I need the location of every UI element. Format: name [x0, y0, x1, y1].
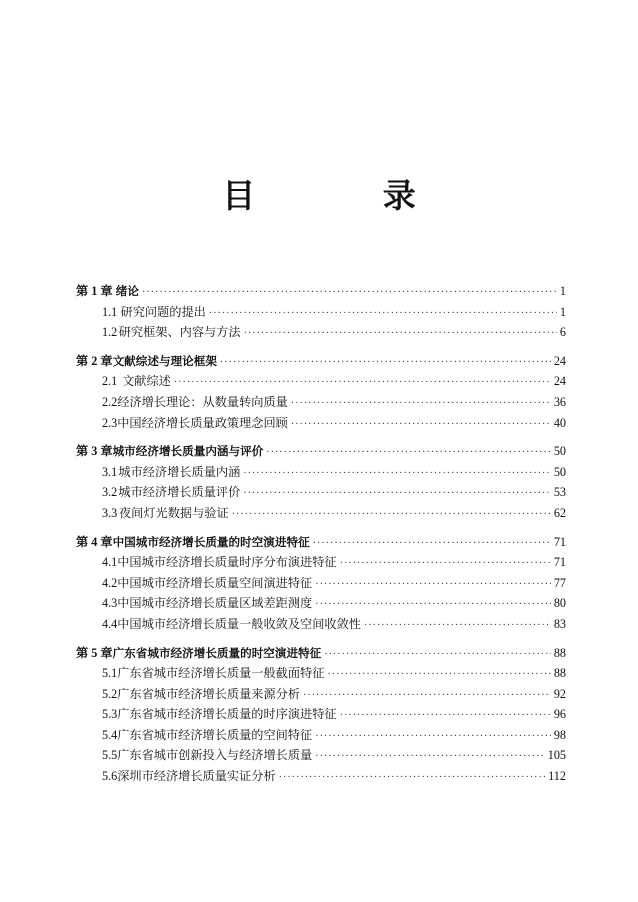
dot-leader [327, 665, 550, 686]
dot-leader [315, 595, 551, 616]
section-number: 5.1 [102, 666, 118, 681]
dot-leader [313, 534, 551, 555]
toc-section-entry[interactable] [76, 392, 566, 413]
section-page-number: 1 [559, 304, 566, 319]
section-page-number: 88 [553, 666, 566, 681]
toc-section-entry[interactable] [76, 704, 566, 725]
toc-section-entry[interactable] [76, 413, 566, 434]
section-number: 4.1 [102, 555, 118, 570]
dot-leader [315, 727, 551, 748]
section-title: 城市经济增长质量评价 [118, 485, 241, 500]
section-page-number: 50 [553, 464, 566, 479]
section-page-number: 77 [553, 575, 566, 590]
dot-leader [315, 575, 551, 596]
section-title: 深圳市经济增长质量实证分析 [117, 769, 276, 784]
section-page-number: 53 [553, 485, 566, 500]
section-number: 5.4 [102, 727, 118, 742]
dot-leader [266, 443, 551, 464]
dot-leader [364, 616, 551, 637]
toc-section-entry[interactable] [76, 593, 566, 614]
toc-section-entry[interactable] [76, 482, 566, 503]
dot-leader [174, 373, 551, 394]
section-number: 5.3 [102, 707, 118, 722]
dot-leader [324, 645, 551, 666]
section-number: 3.1 [102, 464, 118, 479]
page-title: 目 录 [222, 176, 474, 215]
section-title: 中国城市经济增长质量区域差距测度 [117, 596, 313, 611]
section-page-number: 71 [553, 555, 566, 570]
section-page-number: 96 [553, 707, 566, 722]
section-number: 1.1 [102, 304, 118, 319]
toc-chapter-entry[interactable] [76, 351, 566, 372]
chapter-page-number: 50 [553, 444, 566, 459]
dot-leader [209, 304, 557, 325]
section-number: 3.3 [102, 505, 118, 520]
toc-section-entry[interactable] [76, 614, 566, 635]
section-title: 广东省城市经济增长质量一般截面特征 [117, 666, 325, 681]
section-page-number: 105 [547, 748, 566, 763]
chapter-title: 绪论 [115, 284, 139, 298]
section-page-number: 40 [553, 415, 566, 430]
chapter-title: 广东省城市经济增长质量的时空演进特征 [112, 645, 322, 660]
section-title: 广东省城市经济增长质量的空间特征 [117, 727, 313, 742]
section-page-number: 112 [548, 769, 566, 784]
toc-section-entry[interactable] [76, 302, 566, 323]
toc-section-entry[interactable] [76, 573, 566, 594]
dot-leader [340, 706, 551, 727]
section-page-number: 80 [553, 596, 566, 611]
chapter-number: 第 4 章 [76, 534, 113, 549]
table-of-contents [76, 281, 566, 787]
toc-section-entry[interactable] [76, 322, 566, 343]
toc-section-entry[interactable] [76, 745, 566, 766]
dot-leader [232, 505, 551, 526]
dot-leader [220, 353, 551, 374]
section-page-number: 6 [559, 325, 566, 340]
section-title: 城市经济增长质量内涵 [118, 464, 241, 479]
toc-section-entry[interactable] [76, 725, 566, 746]
dot-leader [142, 283, 557, 304]
section-title: 中国城市经济增长质量时序分布演进特征 [117, 555, 337, 570]
section-title: 研究框架、内容与方法 [118, 325, 241, 340]
section-title: 中国经济增长质量政策理念回顾 [117, 415, 288, 430]
dot-leader [315, 747, 544, 768]
toc-chapter-entry[interactable] [76, 532, 566, 553]
dot-leader [243, 484, 551, 505]
section-title: 广东省城市创新投入与经济增长质量 [117, 748, 313, 763]
dot-leader [291, 394, 551, 415]
dot-leader [243, 464, 551, 485]
section-number: 4.3 [102, 596, 118, 611]
section-number: 2.1 [102, 374, 118, 389]
chapter-number: 第 3 章 [76, 444, 113, 459]
chapter-number: 第 5 章 [76, 645, 113, 660]
section-number: 4.4 [102, 616, 118, 631]
section-page-number: 98 [553, 727, 566, 742]
section-title: 夜间灯光数据与验证 [119, 505, 229, 520]
dot-leader [340, 554, 551, 575]
toc-section-entry[interactable] [76, 552, 566, 573]
section-title: 中国城市经济增长质量一般收敛及空间收敛性 [117, 616, 361, 631]
chapter-title: 城市经济增长质量内涵与评价 [112, 444, 264, 459]
section-number: 2.3 [102, 415, 118, 430]
section-title: 中国城市经济增长质量空间演进特征 [117, 575, 313, 590]
section-title: 经济增长理论：从数量转向质量 [117, 394, 288, 409]
toc-section-entry[interactable] [76, 766, 566, 787]
section-number: 5.5 [102, 748, 118, 763]
toc-chapter-entry[interactable] [76, 643, 566, 664]
section-page-number: 24 [553, 374, 566, 389]
section-page-number: 36 [553, 394, 566, 409]
chapter-number: 第 1 章 [76, 284, 113, 298]
toc-section-entry[interactable] [76, 462, 566, 483]
chapter-number: 第 2 章 [76, 353, 113, 368]
section-number: 4.2 [102, 575, 118, 590]
section-number: 5.2 [102, 686, 118, 701]
dot-leader [291, 415, 551, 436]
dot-leader [303, 686, 551, 707]
section-title: 文献综述 [122, 374, 171, 389]
dot-leader [244, 324, 557, 345]
section-title: 研究问题的提出 [120, 304, 206, 319]
section-page-number: 92 [553, 686, 566, 701]
section-number: 1.2 [102, 325, 118, 340]
toc-section-entry[interactable] [76, 663, 566, 684]
toc-section-entry[interactable] [76, 503, 566, 524]
chapter-page-number: 1 [559, 284, 566, 298]
section-page-number: 62 [553, 505, 566, 520]
section-page-number: 83 [553, 616, 566, 631]
toc-chapter-entry[interactable] [76, 441, 566, 462]
section-number: 2.2 [102, 394, 118, 409]
section-number: 3.2 [102, 485, 118, 500]
chapter-title: 文献综述与理论框架 [112, 353, 217, 368]
section-number: 5.6 [102, 769, 118, 784]
toc-section-entry[interactable] [76, 371, 566, 392]
chapter-title: 中国城市经济增长质量的时空演进特征 [112, 534, 310, 549]
section-title: 广东省城市经济增长质量的时序演进特征 [117, 707, 337, 722]
chapter-page-number: 24 [553, 353, 566, 368]
chapter-page-number: 71 [553, 534, 566, 549]
section-title: 广东省城市经济增长质量来源分析 [117, 686, 301, 701]
toc-section-entry[interactable] [76, 684, 566, 705]
chapter-page-number: 88 [553, 645, 566, 660]
dot-leader [279, 768, 545, 789]
toc-chapter-entry[interactable] [76, 281, 566, 302]
